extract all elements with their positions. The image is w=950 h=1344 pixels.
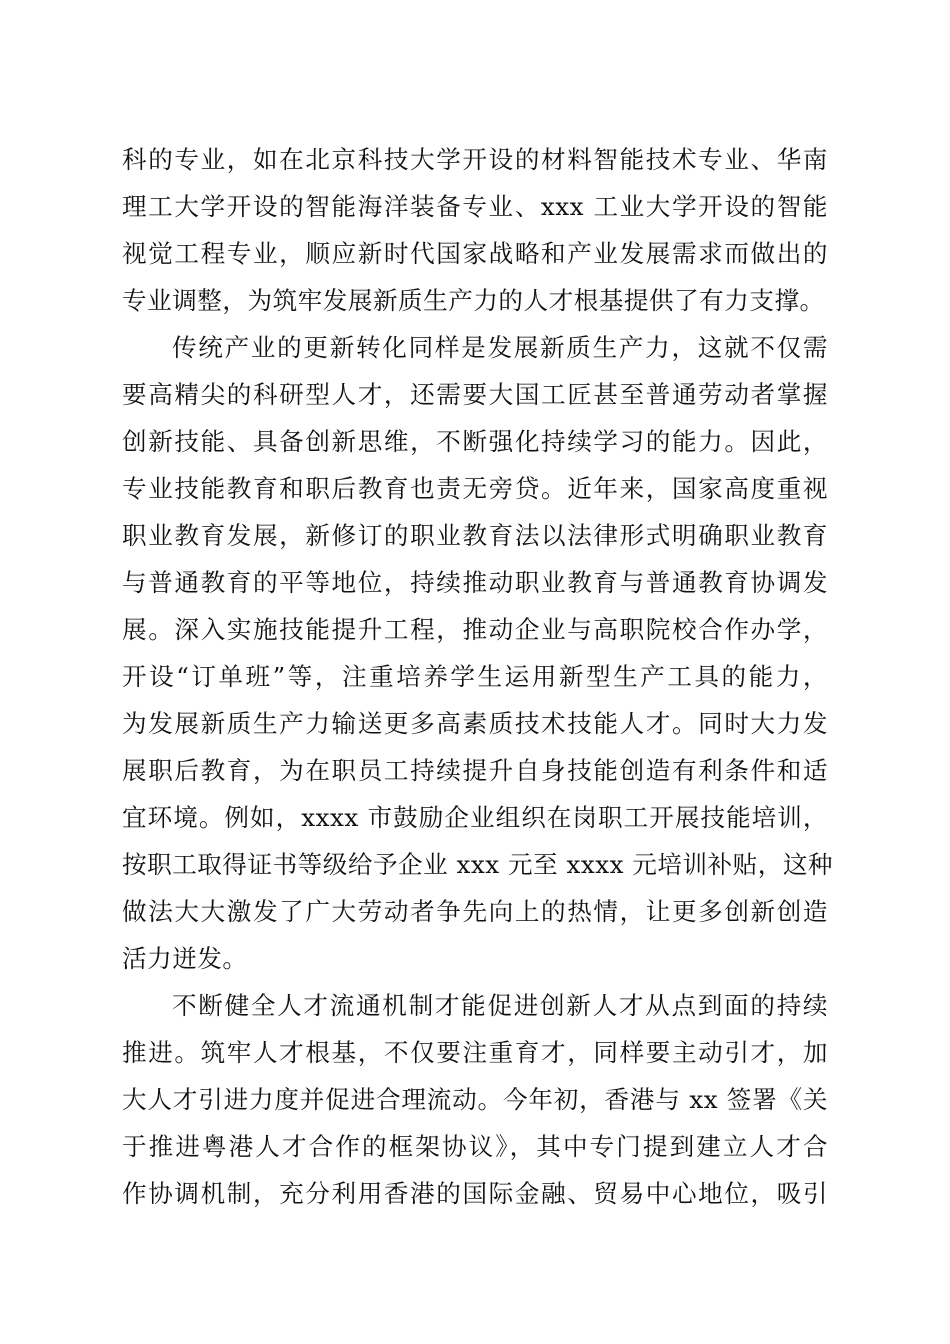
text-line: 专业调整，为筑牢发展新质生产力的人才根基提供了有力支撑。 — [122, 286, 825, 315]
text-line: 传统产业的更新转化同样是发展新质生产力，这就不仅需 — [172, 333, 828, 362]
text-line: 宜环境。例如，xxxx 市鼓励企业组织在岗职工开展技能培训， — [122, 803, 828, 832]
text-line: 视觉工程专业，顺应新时代国家战略和产业发展需求而做出的 — [122, 239, 828, 268]
text-line: 与普通教育的平等地位，持续推动职业教育与普通教育协调发 — [122, 568, 828, 597]
text-line: 为发展新质生产力输送更多高素质技术技能人才。同时大力发 — [122, 709, 828, 738]
text-line: 于推进粤港人才合作的框架协议》，其中专门提到建立人才合 — [122, 1132, 828, 1161]
text-line: 创新技能、具备创新思维，不断强化持续学习的能力。因此， — [122, 427, 828, 456]
text-line: 作协调机制，充分利用香港的国际金融、贸易中心地位，吸引 — [122, 1179, 828, 1208]
text-line: 理工大学开设的智能海洋装备专业、xxx 工业大学开设的智能 — [122, 192, 828, 221]
body-text — [122, 136, 834, 1217]
text-line: 活力迸发。 — [122, 944, 248, 973]
text-line: 不断健全人才流通机制才能促进创新人才从点到面的持续 — [172, 991, 828, 1020]
text-line: 按职工取得证书等级给予企业 xxx 元至 xxxx 元培训补贴，这种 — [122, 850, 834, 879]
text-line: 展职后教育，为在职员工持续提升自身技能创造有利条件和适 — [122, 756, 828, 785]
text-line: 展。深入实施技能提升工程，推动企业与高职院校合作办学， — [122, 615, 828, 644]
text-line: 科的专业，如在北京科技大学开设的材料智能技术专业、华南 — [122, 145, 828, 174]
text-line: 做法大大激发了广大劳动者争先向上的热情，让更多创新创造 — [122, 897, 828, 926]
text-line: 职业教育发展，新修订的职业教育法以法律形式明确职业教育 — [122, 521, 828, 550]
text-line: 要高精尖的科研型人才，还需要大国工匠甚至普通劳动者掌握 — [122, 380, 828, 409]
text-line: 推进。筑牢人才根基，不仅要注重育才，同样要主动引才，加 — [122, 1038, 828, 1067]
text-line: 专业技能教育和职后教育也责无旁贷。近年来，国家高度重视 — [122, 474, 828, 503]
text-line: 开设“订单班”等，注重培养学生运用新型生产工具的能力， — [122, 662, 828, 691]
text-line: 大人才引进力度并促进合理流动。今年初，香港与 xx 签署《关 — [122, 1085, 828, 1114]
